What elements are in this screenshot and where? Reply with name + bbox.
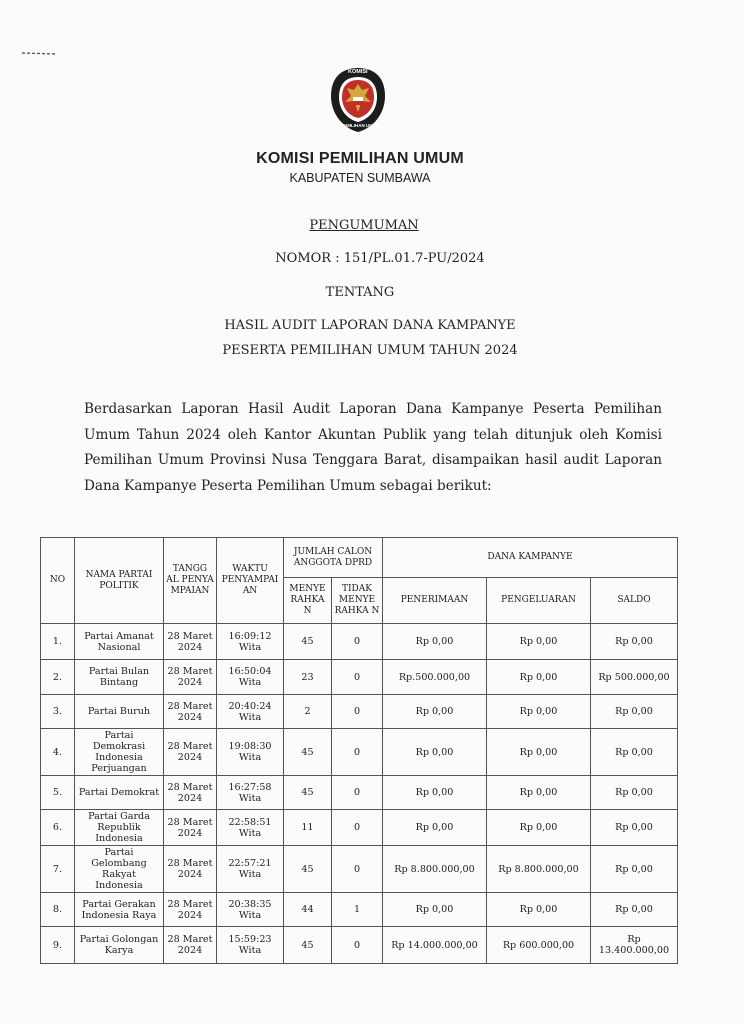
cell-submitted: 45 xyxy=(284,776,332,810)
cell-balance: Rp 0,00 xyxy=(591,624,678,660)
cell-balance: Rp 0,00 xyxy=(591,810,678,846)
cell-balance: Rp 500.000,00 xyxy=(591,660,678,695)
header-party: NAMA PARTAI POLITIK xyxy=(75,538,164,624)
cell-time: 19:08:30 Wita xyxy=(217,729,284,776)
header-expense: PENGELUARAN xyxy=(487,578,591,624)
cell-not-submitted: 0 xyxy=(332,776,383,810)
cell-submitted: 45 xyxy=(284,729,332,776)
cell-not-submitted: 0 xyxy=(332,695,383,729)
cell-no: 9. xyxy=(41,927,75,964)
table-row xyxy=(41,776,678,810)
cell-no: 1. xyxy=(41,624,75,660)
cell-income: Rp 0,00 xyxy=(383,810,487,846)
cell-submitted: 2 xyxy=(284,695,332,729)
cell-income: Rp 0,00 xyxy=(383,776,487,810)
cell-not-submitted: 0 xyxy=(332,846,383,893)
cell-income: Rp 0,00 xyxy=(383,695,487,729)
cell-party: Partai Demokrasi Indonesia Perjuangan xyxy=(75,729,164,776)
org-name: KOMISI PEMILIHAN UMUM xyxy=(256,150,464,167)
cell-party: Partai Amanat Nasional xyxy=(75,624,164,660)
cell-time: 20:38:35 Wita xyxy=(217,893,284,927)
table-row xyxy=(41,846,678,893)
org-subtitle: KABUPATEN SUMBAWA xyxy=(289,171,431,185)
header-candidates: JUMLAH CALON ANGGOTA DPRD xyxy=(284,538,383,578)
cell-expense: Rp 0,00 xyxy=(487,729,591,776)
cell-party: Partai Garda Republik Indonesia xyxy=(75,810,164,846)
cell-no: 2. xyxy=(41,660,75,695)
cell-date: 28 Maret 2024 xyxy=(164,624,217,660)
header-time: WAKTU PENYAMPAI AN xyxy=(217,538,284,624)
cell-party: Partai Demokrat xyxy=(75,776,164,810)
cell-party: Partai Gelombang Rakyat Indonesia xyxy=(75,846,164,893)
cell-not-submitted: 0 xyxy=(332,729,383,776)
cell-expense: Rp 0,00 xyxy=(487,695,591,729)
header-submitted: MENYE RAHKA N xyxy=(284,578,332,624)
cell-date: 28 Maret 2024 xyxy=(164,729,217,776)
table-row xyxy=(41,810,678,846)
cell-income: Rp 0,00 xyxy=(383,893,487,927)
cell-no: 6. xyxy=(41,810,75,846)
logo-text-bottom: PEMILIHAN UMUM xyxy=(340,123,380,128)
cell-balance: Rp 0,00 xyxy=(591,729,678,776)
cell-time: 20:40:24 Wita xyxy=(217,695,284,729)
cell-submitted: 11 xyxy=(284,810,332,846)
campaign-fund-table xyxy=(40,537,678,964)
cell-no: 7. xyxy=(41,846,75,893)
cell-not-submitted: 0 xyxy=(332,660,383,695)
cell-balance: Rp 0,00 xyxy=(591,846,678,893)
cell-income: Rp 8.800.000,00 xyxy=(383,846,487,893)
subject-line-1: HASIL AUDIT LAPORAN DANA KAMPANYE xyxy=(224,318,516,333)
announcement-about: TENTANG xyxy=(325,285,395,300)
table-row xyxy=(41,927,678,964)
table-row xyxy=(41,893,678,927)
cell-time: 22:58:51 Wita xyxy=(217,810,284,846)
cell-balance: Rp 0,00 xyxy=(591,893,678,927)
cell-date: 28 Maret 2024 xyxy=(164,810,217,846)
header-date: TANGG AL PENYA MPAIAN xyxy=(164,538,217,624)
cell-no: 4. xyxy=(41,729,75,776)
cell-expense: Rp 0,00 xyxy=(487,776,591,810)
cell-date: 28 Maret 2024 xyxy=(164,660,217,695)
cell-no: 3. xyxy=(41,695,75,729)
cell-time: 22:57:21 Wita xyxy=(217,846,284,893)
header-balance: SALDO xyxy=(591,578,678,624)
header-income: PENERIMAAN xyxy=(383,578,487,624)
cell-income: Rp.500.000,00 xyxy=(383,660,487,695)
cell-submitted: 23 xyxy=(284,660,332,695)
cell-expense: Rp 0,00 xyxy=(487,624,591,660)
header-not-submitted: TIDAK MENYE RAHKA N xyxy=(332,578,383,624)
cell-party: Partai Bulan Bintang xyxy=(75,660,164,695)
cell-date: 28 Maret 2024 xyxy=(164,893,217,927)
cell-income: Rp 0,00 xyxy=(383,624,487,660)
cell-time: 16:27:58 Wita xyxy=(217,776,284,810)
cell-income: Rp 0,00 xyxy=(383,729,487,776)
cell-not-submitted: 0 xyxy=(332,624,383,660)
cell-date: 28 Maret 2024 xyxy=(164,776,217,810)
intro-paragraph: Berdasarkan Laporan Hasil Audit Laporan Dana Kampanye Peserta Pemilihan Umum Tahun 2024 oleh Kantor Akuntan Publik yang telah ditunjuk oleh Komisi Pemilihan Umum Provinsi Nusa Tenggara Barat, disampaikan hasil audit Laporan Dana Kampanye Peserta Pemilihan Umum sebagai berikut: xyxy=(84,401,662,494)
cell-expense: Rp 0,00 xyxy=(487,660,591,695)
cell-balance: Rp 0,00 xyxy=(591,776,678,810)
table-row xyxy=(41,660,678,695)
scan-mark xyxy=(22,40,58,44)
cell-not-submitted: 0 xyxy=(332,927,383,964)
cell-not-submitted: 1 xyxy=(332,893,383,927)
cell-balance: Rp 13.400.000,00 xyxy=(591,927,678,964)
table-row xyxy=(41,729,678,776)
logo-text-top: KOMISI xyxy=(348,69,368,75)
cell-date: 28 Maret 2024 xyxy=(164,927,217,964)
cell-no: 5. xyxy=(41,776,75,810)
header-funds: DANA KAMPANYE xyxy=(383,538,678,578)
cell-date: 28 Maret 2024 xyxy=(164,695,217,729)
cell-date: 28 Maret 2024 xyxy=(164,846,217,893)
subject-line-2: PESERTA PEMILIHAN UMUM TAHUN 2024 xyxy=(222,343,518,358)
cell-expense: Rp 0,00 xyxy=(487,810,591,846)
header-no: NO xyxy=(41,538,75,624)
cell-expense: Rp 8.800.000,00 xyxy=(487,846,591,893)
cell-party: Partai Gerakan Indonesia Raya xyxy=(75,893,164,927)
cell-submitted: 45 xyxy=(284,846,332,893)
cell-balance: Rp 0,00 xyxy=(591,695,678,729)
cell-no: 8. xyxy=(41,893,75,927)
announcement-title: PENGUMUMAN xyxy=(309,218,419,233)
announcement-number: NOMOR : 151/PL.01.7-PU/2024 xyxy=(275,251,485,266)
cell-submitted: 44 xyxy=(284,893,332,927)
cell-income: Rp 14.000.000,00 xyxy=(383,927,487,964)
cell-party: Partai Golongan Karya xyxy=(75,927,164,964)
cell-submitted: 45 xyxy=(284,927,332,964)
table-row xyxy=(41,695,678,729)
cell-time: 16:50:04 Wita xyxy=(217,660,284,695)
kpu-logo xyxy=(327,66,389,134)
cell-expense: Rp 600.000,00 xyxy=(487,927,591,964)
cell-expense: Rp 0,00 xyxy=(487,893,591,927)
cell-time: 15:59:23 Wita xyxy=(217,927,284,964)
cell-not-submitted: 0 xyxy=(332,810,383,846)
table-row xyxy=(41,624,678,660)
cell-submitted: 45 xyxy=(284,624,332,660)
cell-time: 16:09:12 Wita xyxy=(217,624,284,660)
cell-party: Partai Buruh xyxy=(75,695,164,729)
